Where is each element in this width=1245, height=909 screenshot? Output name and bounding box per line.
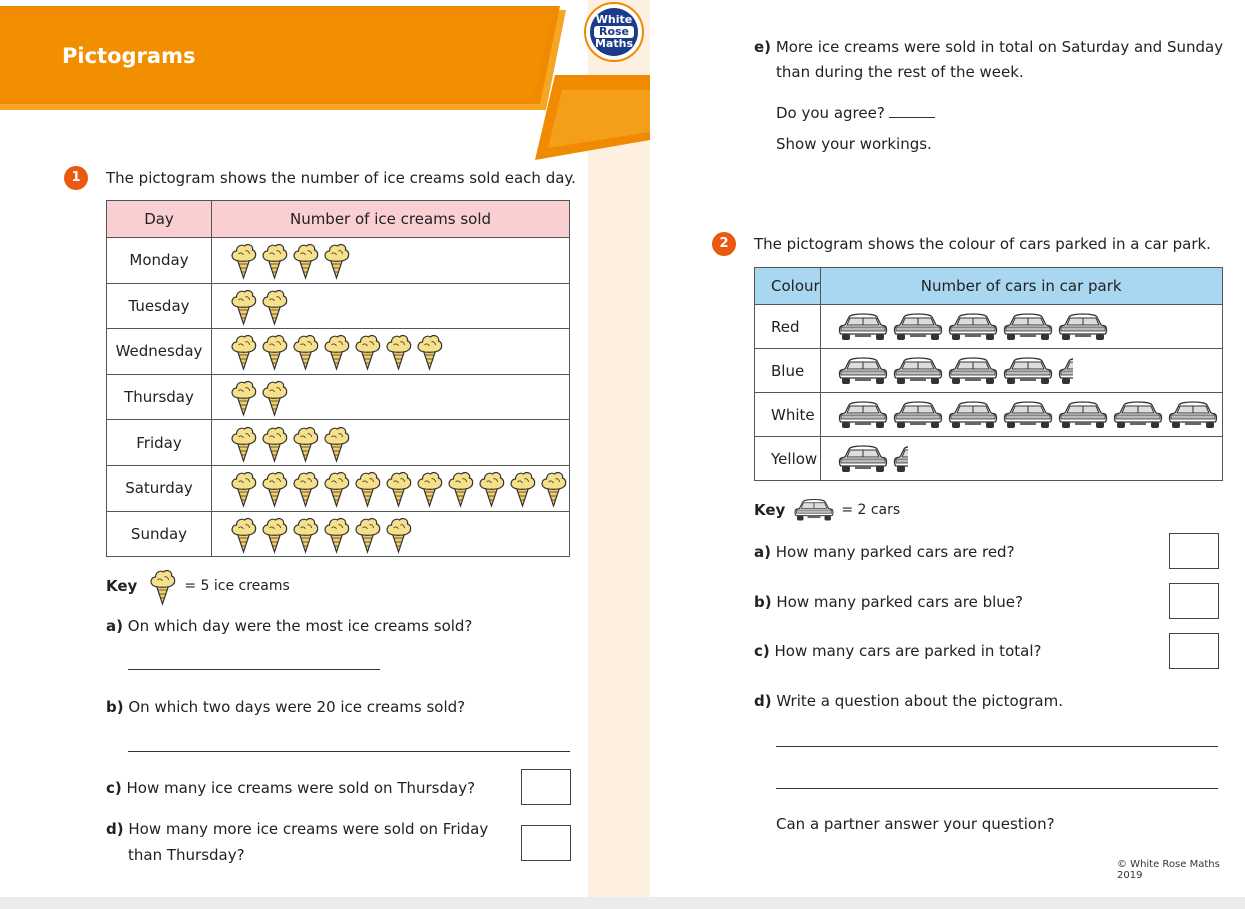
car-icon [837, 399, 889, 431]
question-1b: b) On which two days were 20 ice creams sold? [106, 698, 466, 716]
car-icons-cell [820, 437, 1222, 481]
answer-box-2a[interactable] [1169, 533, 1219, 569]
ice-cream-icon [414, 331, 445, 371]
answer-box-1d[interactable] [521, 825, 571, 861]
car-icon [793, 496, 835, 524]
question-1e-agree: Do you agree? [776, 104, 935, 122]
day-label: Friday [107, 420, 212, 466]
colour-label: Blue [755, 349, 821, 393]
car-icon [837, 355, 889, 387]
ice-cream-row [107, 420, 570, 466]
ice-cream-table-header [107, 201, 570, 238]
question-2d: d) Write a question about the pictogram. [754, 692, 1063, 710]
header-banner [0, 0, 650, 165]
answer-box-2b[interactable] [1169, 583, 1219, 619]
car-icon [1002, 399, 1054, 431]
ice-cream-icon [476, 468, 507, 508]
car-icon [892, 355, 944, 387]
ice-cream-icon [507, 468, 538, 508]
question-2c: c) How many cars are parked in total? [754, 642, 1042, 660]
ice-cream-icon [290, 423, 321, 463]
colour-label: Yellow [755, 437, 821, 481]
ice-cream-row [107, 374, 570, 420]
question-1e-line2: than during the rest of the week. [776, 63, 1024, 81]
ice-cream-icon [259, 514, 290, 554]
car-icon [947, 355, 999, 387]
car-row [755, 437, 1223, 481]
question-1d-line2: than Thursday? [128, 846, 245, 864]
ice-cream-icon [259, 240, 290, 280]
ice-cream-icons-cell [212, 238, 570, 284]
ice-cream-icon [538, 468, 569, 508]
logo-line-2: Rose [594, 26, 634, 38]
car-icon [1057, 311, 1109, 343]
car-icon [947, 399, 999, 431]
ice-cream-icon [228, 240, 259, 280]
ice-cream-icon [383, 514, 414, 554]
answer-line-1a[interactable] [128, 669, 380, 670]
answer-line-1b[interactable] [128, 751, 570, 752]
car-icons-cell [820, 393, 1222, 437]
ice-cream-icon [290, 514, 321, 554]
day-label: Thursday [107, 374, 212, 420]
car-row [755, 349, 1223, 393]
car-icon [892, 311, 944, 343]
car-icon [837, 443, 889, 475]
ice-cream-icon [259, 423, 290, 463]
ice-cream-icon [228, 331, 259, 371]
ice-cream-icon [383, 331, 414, 371]
ice-cream-icon [290, 331, 321, 371]
question-2b: b) How many parked cars are blue? [754, 593, 1023, 611]
question-1a: a) On which day were the most ice creams sold? [106, 617, 473, 635]
page-title: Pictograms [62, 44, 196, 68]
car-row [755, 393, 1223, 437]
ice-cream-icon [147, 566, 178, 606]
header-cars-in-car-park: Number of cars in car park [820, 268, 1222, 305]
ice-cream-row [107, 511, 570, 557]
ice-cream-icon [259, 331, 290, 371]
question-2a: a) How many parked cars are red? [754, 543, 1015, 561]
ice-cream-icon [259, 468, 290, 508]
ice-cream-icon [321, 423, 352, 463]
day-label: Tuesday [107, 283, 212, 329]
agree-answer-line[interactable] [889, 117, 935, 118]
header-colour: Colour [755, 268, 821, 305]
ice-cream-icon [445, 468, 476, 508]
car-icon [837, 311, 889, 343]
key-value: = 2 cars [841, 502, 901, 518]
ice-cream-icon [259, 377, 290, 417]
ice-cream-icon [321, 240, 352, 280]
question-1-number: 1 [64, 166, 88, 190]
ice-cream-icon [228, 423, 259, 463]
bottom-band [0, 897, 1245, 909]
car-icons-cell [820, 349, 1222, 393]
ice-cream-icon [414, 468, 445, 508]
ice-cream-icons-cell [212, 420, 570, 466]
ice-cream-icon [228, 468, 259, 508]
ice-cream-icon [352, 468, 383, 508]
key-label: Key [106, 577, 138, 595]
ice-cream-icons-cell [212, 511, 570, 557]
car-row [755, 305, 1223, 349]
question-2d-partner: Can a partner answer your question? [776, 815, 1055, 833]
answer-box-1c[interactable] [521, 769, 571, 805]
ice-cream-icons-cell [212, 283, 570, 329]
ice-cream-pictogram-table [106, 200, 570, 557]
ice-cream-icon [290, 468, 321, 508]
logo-line-3: Maths [594, 37, 633, 50]
question-1c: c) How many ice creams were sold on Thursday? [106, 779, 476, 797]
car-icon [1057, 399, 1109, 431]
day-label: Wednesday [107, 329, 212, 375]
car-icon [1112, 399, 1164, 431]
day-label: Monday [107, 238, 212, 284]
ice-cream-icons-cell [212, 374, 570, 420]
ice-cream-icon [383, 468, 414, 508]
question-1d-line1: d) How many more ice creams were sold on Friday [106, 820, 489, 838]
ice-cream-icon [228, 377, 259, 417]
key-label: Key [754, 501, 786, 519]
day-label: Sunday [107, 511, 212, 557]
car-icon [947, 311, 999, 343]
white-rose-maths-logo [584, 2, 644, 62]
car-icon [892, 399, 944, 431]
question-1e-line1: e) More ice creams were sold in total on Saturday and Sunday [754, 38, 1224, 56]
ice-cream-row [107, 465, 570, 511]
question-1-intro: The pictogram shows the number of ice creams sold each day. [106, 169, 576, 187]
ice-cream-icon [290, 240, 321, 280]
car-icon [1167, 399, 1219, 431]
ice-cream-row [107, 283, 570, 329]
ice-cream-icon [228, 514, 259, 554]
car-pictogram-table [754, 267, 1223, 481]
ice-cream-icon [352, 514, 383, 554]
ice-cream-key [106, 566, 290, 606]
answer-line-2d-2[interactable] [776, 788, 1218, 789]
car-icon [1002, 355, 1054, 387]
half-car-icon [1057, 355, 1109, 387]
half-car-icon [892, 443, 944, 475]
copyright: © White Rose Maths 2019 [1117, 859, 1220, 881]
ice-cream-icon [352, 331, 383, 371]
logo-line-1: White [595, 13, 633, 26]
ice-cream-icon [321, 468, 352, 508]
answer-box-2c[interactable] [1169, 633, 1219, 669]
header-day: Day [107, 201, 212, 238]
colour-label: White [755, 393, 821, 437]
ice-cream-icon [321, 514, 352, 554]
question-2-intro: The pictogram shows the colour of cars parked in a car park. [754, 235, 1211, 253]
ice-cream-row [107, 329, 570, 375]
ice-cream-icons-cell [212, 465, 570, 511]
question-2-number: 2 [712, 232, 736, 256]
question-1e-workings: Show your workings. [776, 135, 932, 153]
car-icon [1002, 311, 1054, 343]
car-icons-cell [820, 305, 1222, 349]
ice-cream-icons-cell [212, 329, 570, 375]
colour-label: Red [755, 305, 821, 349]
answer-line-2d-1[interactable] [776, 746, 1218, 747]
header-ice-creams-sold: Number of ice creams sold [212, 201, 570, 238]
ice-cream-icon [259, 286, 290, 326]
key-value: = 5 ice creams [184, 578, 290, 594]
ice-cream-row [107, 238, 570, 284]
day-label: Saturday [107, 465, 212, 511]
ice-cream-icon [321, 331, 352, 371]
ice-cream-icon [228, 286, 259, 326]
car-key [754, 496, 900, 524]
car-table-header [755, 268, 1223, 305]
